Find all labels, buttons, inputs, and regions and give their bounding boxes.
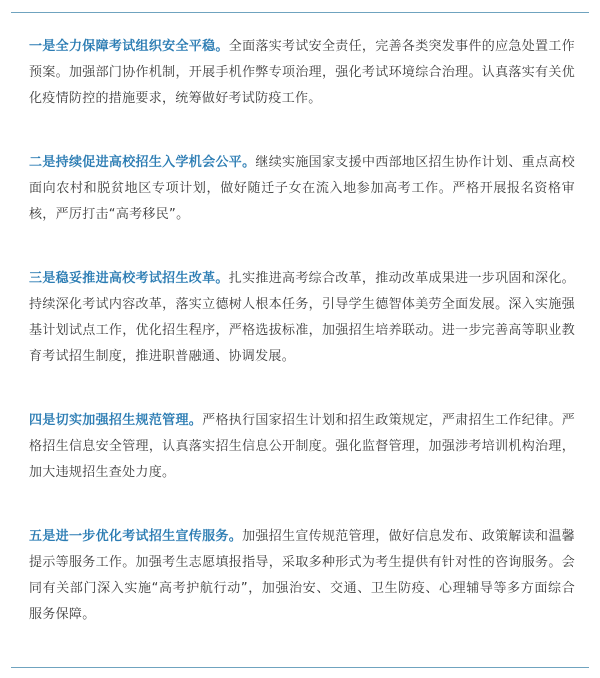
paragraph-1	[29, 34, 575, 112]
paragraph-lead: 一是全力保障考试组织安全平稳。	[29, 39, 229, 54]
paragraph-lead: 四是切实加强招生规范管理。	[29, 413, 203, 428]
paragraph-text: 继续实施国家支援中西部地区招生协作计划、重点高校面向农村和脱贫地区专项计划，做好随迁子女在流入地参加高考工作。严格开展报名资格审核，严厉打击“高考移民”。	[29, 155, 576, 222]
paragraph-5	[29, 524, 575, 628]
article-body	[29, 34, 575, 666]
paragraph-lead: 二是持续促进高校招生入学机会公平。	[29, 155, 256, 170]
paragraph-text: 全面落实考试安全责任，完善各类突发事件的应急处置工作预案。加强部门协作机制，开展手机作弊专项治理，强化考试环境综合治理。认真落实有关优化疫情防控的措施要求，统筹做好考试防疫工作。	[29, 39, 575, 106]
paragraph-lead: 三是稳妥推进高校考试招生改革。	[29, 271, 229, 286]
paragraph-text: 严格执行国家招生计划和招生政策规定，严肃招生工作纪律。严格招生信息安全管理，认真落实招生信息公开制度。强化监督管理，加强涉考培训机构治理，加大违规招生查处力度。	[29, 413, 575, 480]
paragraph-text: 扎实推进高考综合改革，推动改革成果进一步巩固和深化。持续深化考试内容改革，落实立德树人根本任务，引导学生德智体美劳全面发展。深入实施强基计划试点工作，优化招生程序，严格选拔标准，加强招生培养联动。进一步完善高等职业教育考试招生制度，推进职普融通、协调发展。	[29, 271, 575, 364]
paragraph-text: 加强招生宣传规范管理，做好信息发布、政策解读和温馨提示等服务工作。加强考生志愿填报指导，采取多种形式为考生提供有针对性的咨询服务。会同有关部门深入实施“高考护航行动”，加强治安、交通、卫生防疫、心理辅导等多方面综合服务保障。	[29, 529, 575, 622]
bottom-divider	[11, 667, 589, 668]
paragraph-3	[29, 266, 575, 370]
paragraph-4	[29, 408, 575, 486]
top-divider	[11, 12, 589, 13]
paragraph-2	[29, 150, 575, 228]
paragraph-lead: 五是进一步优化考试招生宣传服务。	[29, 529, 243, 544]
article-frame	[11, 12, 589, 668]
